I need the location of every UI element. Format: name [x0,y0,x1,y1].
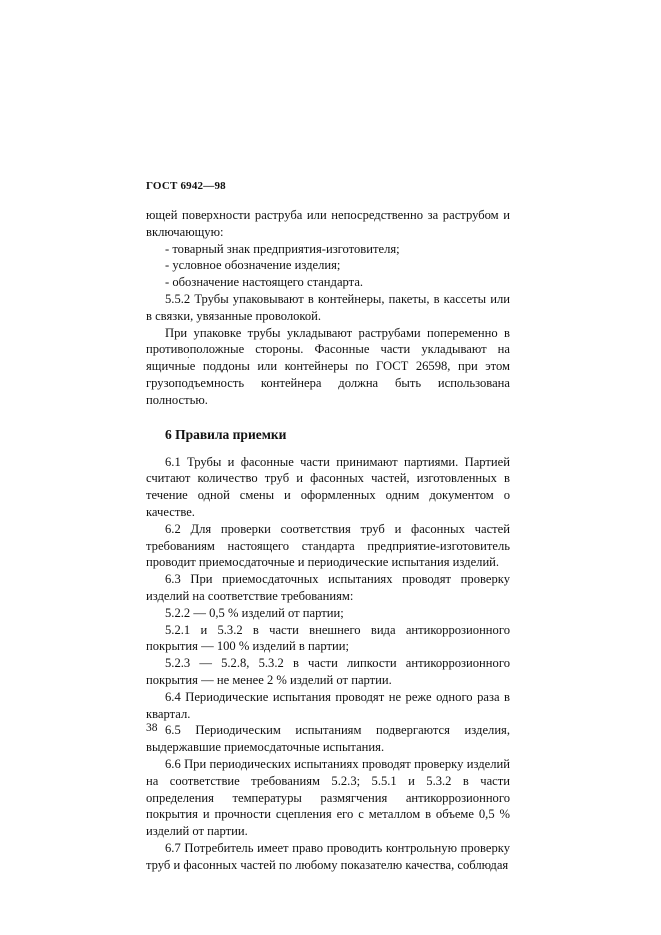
standard-header: ГОСТ 6942—98 [146,180,226,192]
paragraph: 6.7 Потребитель имеет право проводить контрольную проверку труб и фасонных частей по любому показателю качества, соблюдая [146,840,510,872]
paragraph: 5.2.3 — 5.2.8, 5.3.2 в части липкости антикоррозионного покрытия — не менее 2 % изделий от партии. [146,656,510,687]
paragraph: 6.2 Для проверки соответствия труб и фасонных частей требованиям настоящего стандарта предприятие-изготовитель проводит приемосдаточные и периодические испытания изделий. [146,521,510,570]
paragraph: 6.3 При приемосдаточных испытаниях проводят проверку изделий на соответствие требованиям: [146,572,510,603]
paragraph: 6.4 Периодические испытания проводят не реже одного раза в квартал. [146,689,510,721]
paragraph: 6.1 Трубы и фасонные части принимают партиями. Партией считают количество труб и фасонных частей, изготовленных в течение одной смены и оформленных одним документом о качестве. [146,454,510,519]
paragraph: 5.5.2 Трубы упаковывают в контейнеры, пакеты, в кассеты или в связки, увязанные проволокой. [146,291,510,323]
paragraph: - товарный знак предприятия-изготовителя; [165,241,400,256]
scan-speck [188,357,189,358]
page-body [146,207,510,873]
acceptance-rules-paragraphs [146,454,510,874]
paragraph: 5.2.1 и 5.3.2 в части внешнего вида антикоррозионного покрытия — 100 % изделий в партии; [146,622,510,654]
paragraph: При упаковке трубы укладывают раструбами попеременно в противоположные стороны. Фасонные части укладывают на ящичные поддоны или контейнеры по ГОСТ 26598, при этом грузоподъемность контейнера должна быть использована полностью. [146,325,510,407]
paragraph: 5.2.2 — 0,5 % изделий от партии; [165,605,344,620]
paragraph: ющей поверхности раструба или непосредственно за раструбом и включающую: [146,208,510,239]
paragraph: 6.6 При периодических испытаниях проводят проверку изделий на соответствие требованиям 5.2.3; 5.5.1 и 5.3.2 в части определения температуры размягчения антикоррозионного покрытия и прочности сцепления его с металлом в объеме 0,5 % изделий от партии. [146,756,510,839]
paragraph: 6.5 Периодическим испытаниям подвергаются изделия, выдержавшие приемосдаточные испытания. [146,723,510,755]
page-number: 38 [146,722,158,734]
paragraph: - условное обозначение изделия; [165,258,341,273]
section-title: 6 Правила приемки [165,426,287,442]
packaging-paragraphs [146,207,510,409]
paragraph: - обозначение настоящего стандарта. [165,275,364,290]
